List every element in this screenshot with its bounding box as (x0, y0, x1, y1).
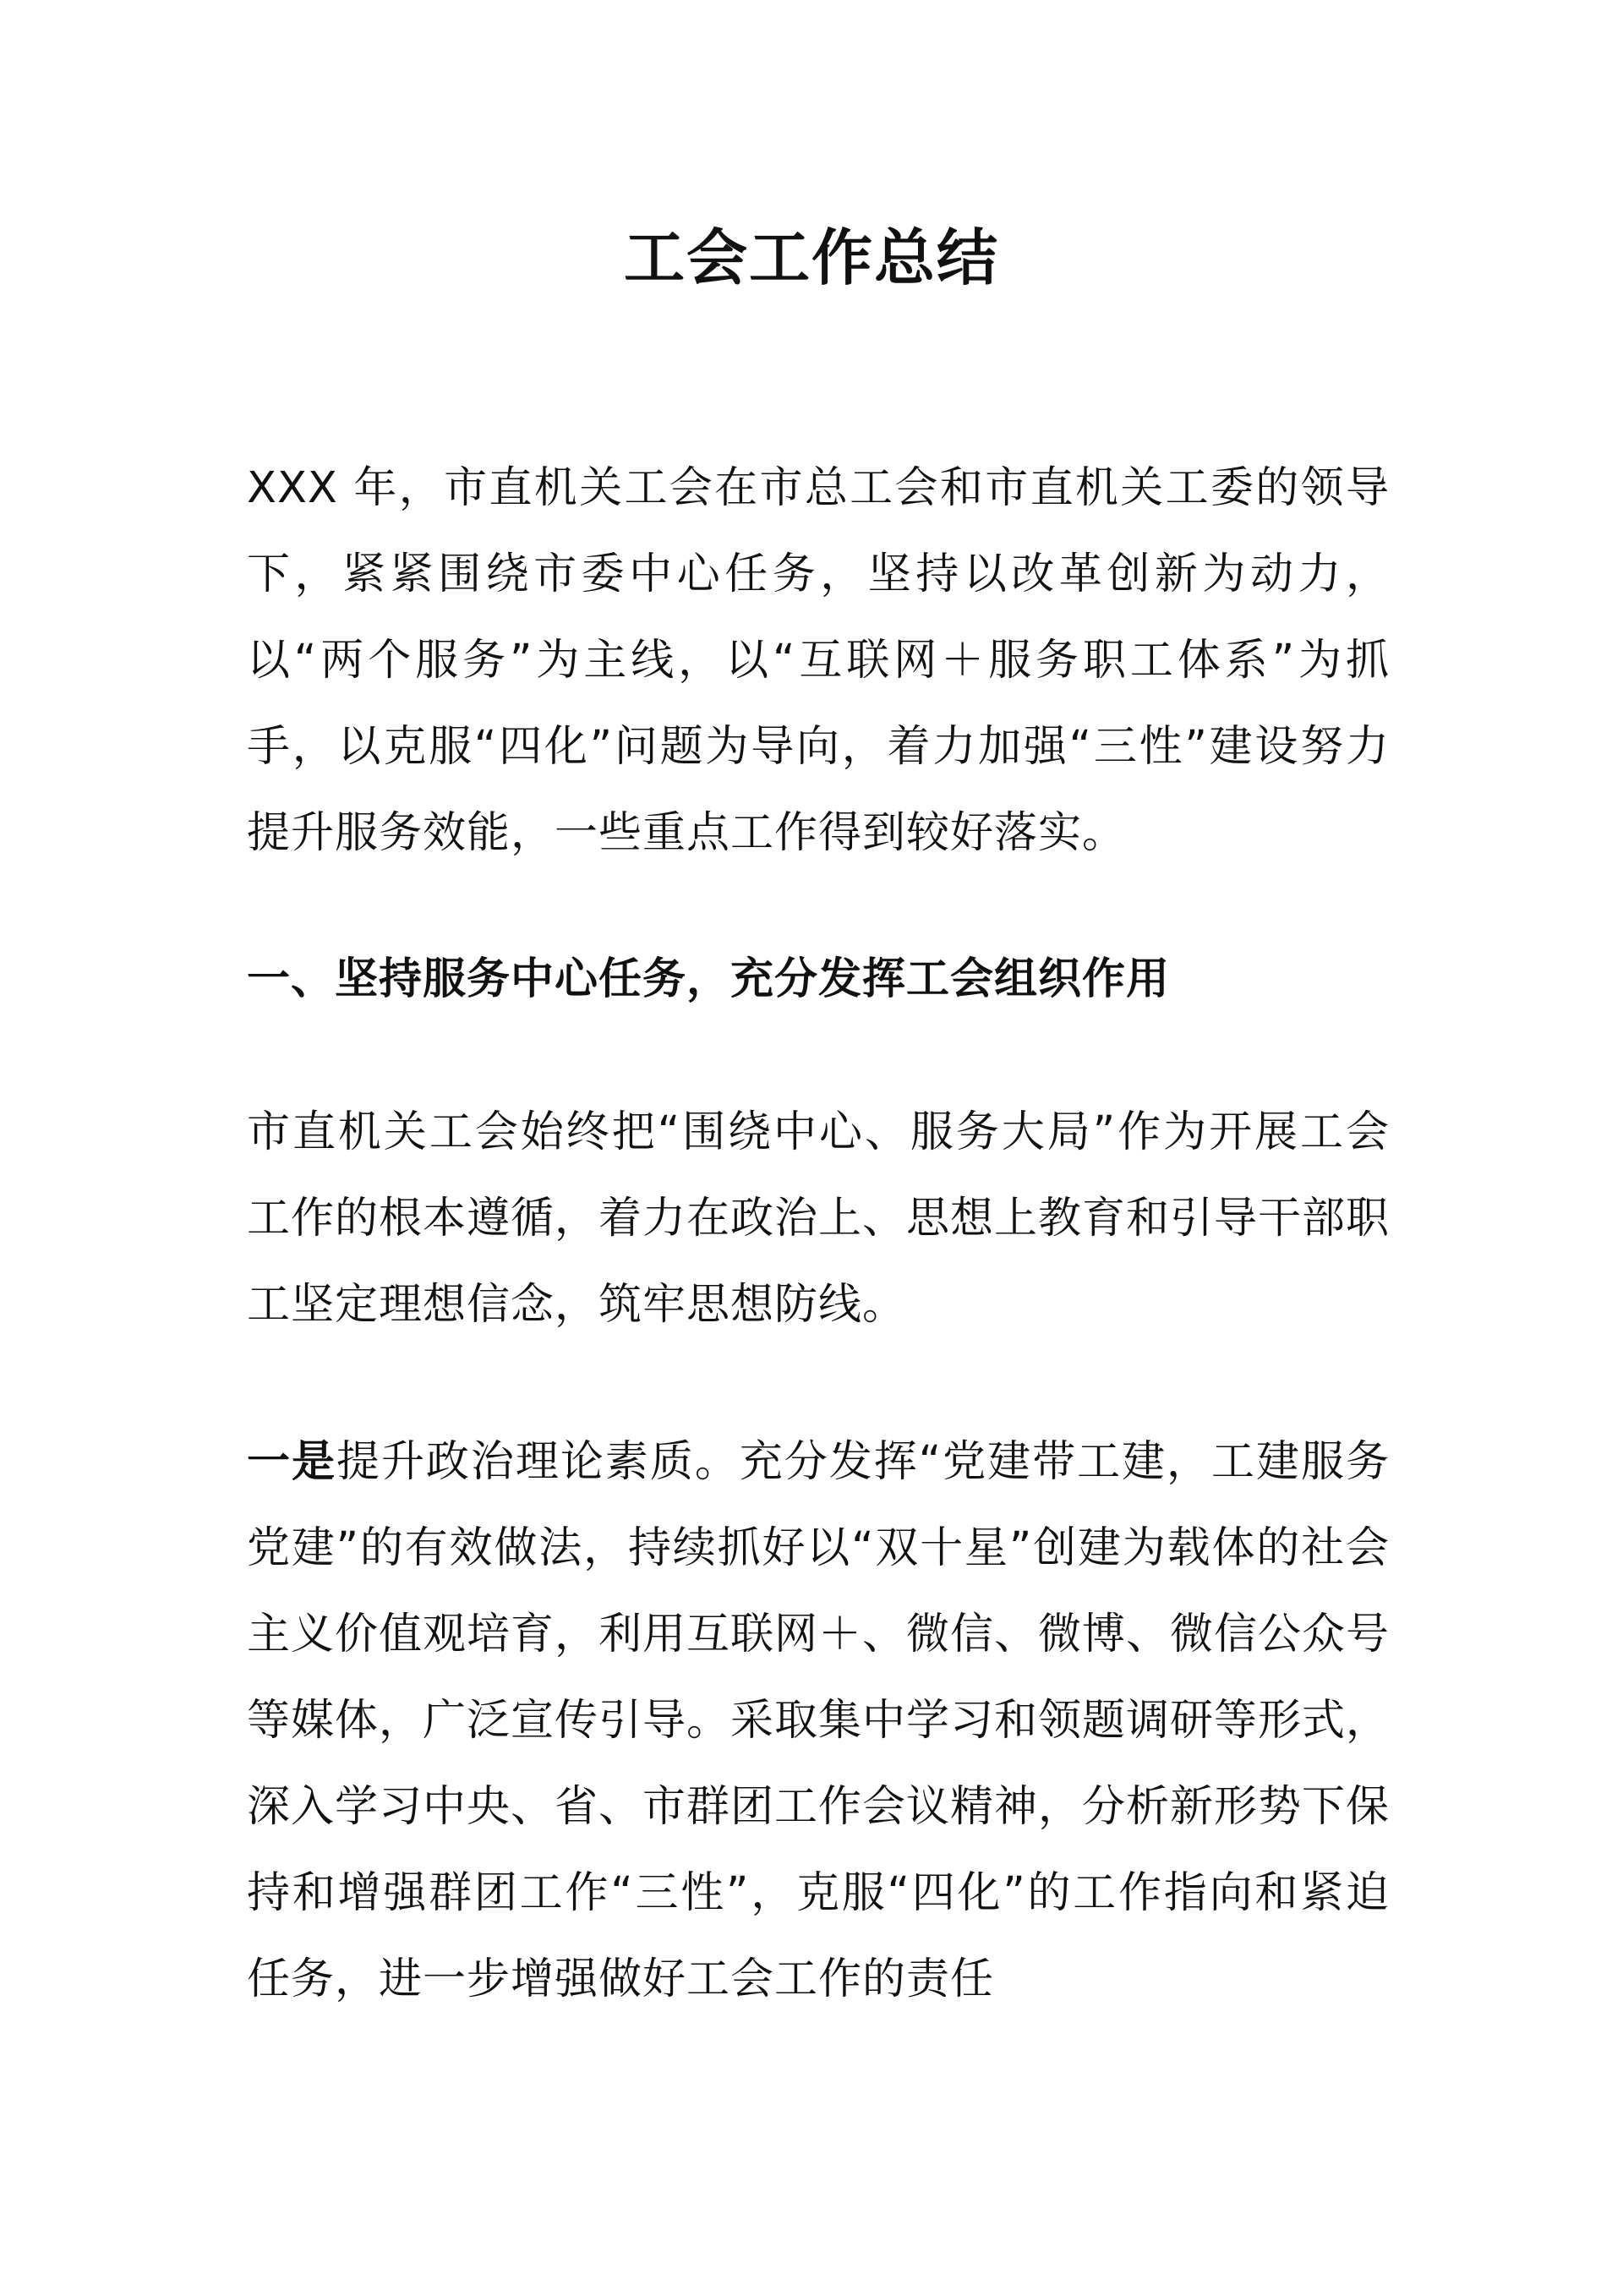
section-heading-1: 一、坚持服务中心任务，充分发挥工会组织作用 (247, 954, 1171, 1004)
section-1-paragraph: 市直机关工会始终把“围绕中心、服务大局”作为开展工会工作的根本遵循，着力在政治上、思想上教育和引导干部职工坚定理想信念，筑牢思想防线。 (247, 1107, 1391, 1330)
intro-paragraph: XXX 年，市直机关工会在市总工会和市直机关工委的领导下，紧紧围绕市委中心任务，坚持以改革创新为动力，以“两个服务”为主线，以“互联网＋服务职工体系”为抓手，以克服“四化”问题为导向，着力加强“三性”建设努力提升服务效能，一些重点工作得到较好落实。 (247, 463, 1390, 858)
point-1-paragraph (247, 1419, 1390, 2023)
document-title: 工会工作总结 (623, 222, 999, 293)
point-1-lead: 一是 (247, 1437, 336, 1487)
point-1-text: 提升政治理论素质。充分发挥“党建带工建，工建服务党建”的有效做法，持续抓好以“双十星”创建为载体的社会主义价值观培育，利用互联网＋、微信、微博、微信公众号等媒体，广泛宣传引导。采取集中学习和领题调研等形式，深入学习中央、省、市群团工作会议精神，分析新形势下保持和增强群团工作“三性”，克服“四化”的工作指向和紧迫任务，进一步增强做好工会工作的责任 (247, 1437, 1391, 2004)
